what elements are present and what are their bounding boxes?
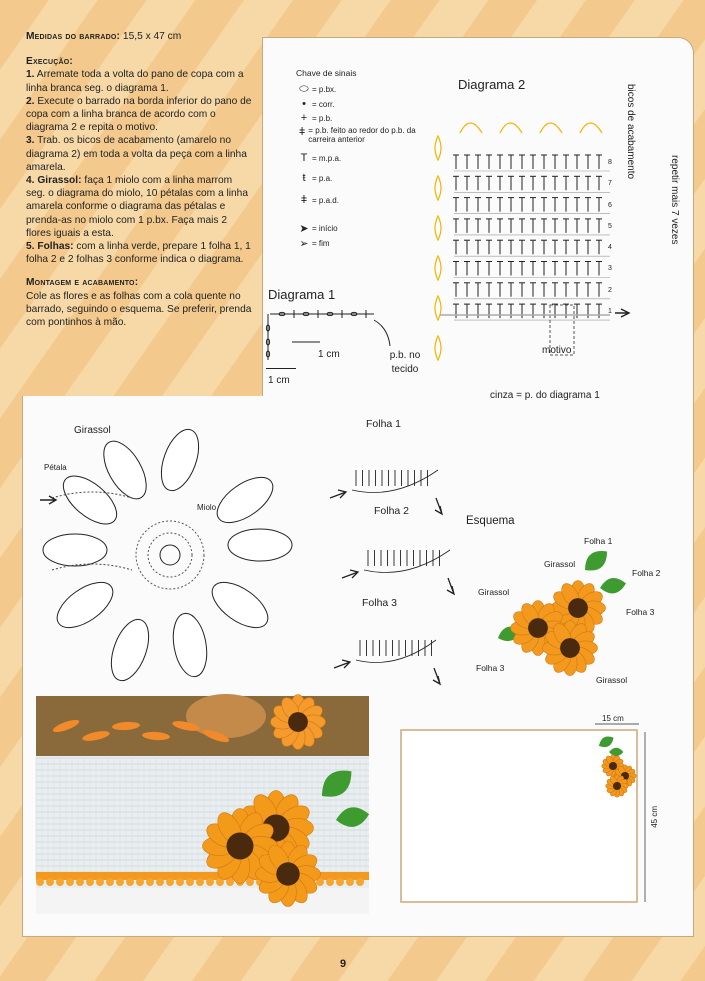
esquema-girassol-a: Girassol [544, 559, 576, 569]
layout-height-label: 45 cm [650, 806, 659, 828]
picot [96, 878, 104, 886]
end-arrow [435, 498, 442, 514]
picot [226, 878, 234, 886]
folha1-title: Folha 1 [366, 418, 402, 430]
picot [356, 878, 364, 886]
picot [176, 878, 184, 886]
miolo-ring [136, 521, 204, 589]
key-item-corr: • = corr. [296, 98, 334, 110]
esquema-folha3-b: Folha 3 [476, 663, 505, 673]
start-arrow [342, 570, 358, 578]
layout-width-label: 15 cm [602, 714, 624, 723]
diagram2-chart [420, 105, 620, 405]
picot [126, 878, 134, 886]
esquema-folha2: Folha 2 [632, 568, 661, 578]
sunflower-center [568, 598, 588, 618]
petal-outline [169, 611, 212, 680]
picot [206, 878, 214, 886]
folha2-title: Folha 2 [374, 505, 410, 517]
key-item-pbx: ⬭ = p.bx. [296, 83, 336, 96]
diagram2-title: Diagrama 2 [458, 77, 526, 92]
leaf-shape [599, 576, 628, 596]
chain-oval-icon: ⬭ [299, 83, 309, 95]
petal-outline [50, 574, 121, 637]
picot [146, 878, 154, 886]
picot [346, 878, 354, 886]
photo-bottom [36, 888, 369, 914]
layout-diagram [395, 722, 665, 907]
step-5: 5. Folhas: com a linha verde, prepare 1 folha 1, 1 folha 2 e 2 folhas 3 conforme indica o diagrama. [26, 241, 251, 266]
diagram1-dim-line [266, 368, 296, 369]
step-1: 1. Arremate toda a volta do pano de copa com a linha branca seg. o diagrama 1. [26, 69, 244, 94]
girassol-diagram [30, 430, 310, 690]
esquema-folha1: Folha 1 [584, 536, 613, 546]
esquema-illustration [490, 550, 670, 680]
diagram2-side-label-1: bicos de acabamento [625, 84, 636, 180]
picot [86, 878, 94, 886]
diagram1-dim-vertical: 1 cm [268, 375, 290, 386]
montagem-text: Cole as flores e as folhas com a cola quente no barrado, seguindo o esquema. Se preferir, prenda com pontinhos à mão. [26, 290, 252, 329]
key-item-pad: ǂ = p.a.d. [296, 194, 339, 206]
yellow-picot [435, 256, 441, 280]
picot [326, 878, 334, 886]
towel-photo [36, 696, 369, 914]
start-arrow [334, 660, 350, 668]
girassol-diagram-title: Girassol [74, 425, 111, 436]
diagram2-row-numbers: 8 7 6 5 4 3 2 1 [608, 159, 612, 316]
petal-outline [104, 614, 156, 685]
yellow-picot-top [580, 123, 602, 133]
step-3: 3. Trab. os bicos de acabamento (amarelo no diagrama 2) em toda a volta da peça com a linha amarela. [26, 135, 247, 173]
sunflower-center [528, 618, 548, 638]
miolo-center [160, 545, 180, 565]
sunflower-center [227, 833, 254, 860]
picot [246, 878, 254, 886]
sunflower-center [609, 762, 617, 770]
montagem-title: Montagem e acabamento: [26, 277, 139, 289]
miolo-ring [148, 533, 192, 577]
yellow-picot [435, 216, 441, 240]
picot [186, 878, 194, 886]
petal-outline [154, 424, 206, 495]
sunflower-center [613, 782, 621, 790]
step-4: 4. Girassol: faça 1 miolo com a linha marrom seg. o diagrama do miolo, 10 pétalas com a linha amarela conforme o diagrama das pétalas e prenda-as no miolo com 1 p.bx. Faça mais 2 flores iguais a esta. [26, 175, 248, 239]
picot [56, 878, 64, 886]
yellow-picot [435, 296, 441, 320]
key-item-inicio: ➤ = início [296, 222, 338, 235]
dot-icon: • [302, 98, 306, 110]
petal-outline [205, 574, 276, 637]
diagram2-side-label-2: repetir mais 7 vezes [669, 155, 680, 245]
diagram1-title: Diagrama 1 [268, 287, 336, 302]
yellow-picot [435, 176, 441, 200]
execucao-title: Execução: [26, 56, 73, 68]
instructions-column [26, 30, 252, 329]
key-item-mpa: T = m.p.a. [296, 152, 341, 164]
measurements-label: Medidas do barrado: [26, 31, 121, 42]
picot [336, 878, 344, 886]
key-item-pa: ŧ = p.a. [296, 172, 332, 184]
petal-outline [210, 469, 281, 532]
yellow-picot-top [540, 123, 562, 133]
sunflower-center [560, 638, 580, 658]
sunflower-center [288, 712, 308, 732]
end-arrow [447, 578, 454, 594]
measurements-line [26, 30, 252, 43]
start-arrow [330, 490, 346, 498]
sunflower-center [276, 862, 299, 885]
picot [196, 878, 204, 886]
petala-label: Pétala [44, 463, 67, 472]
page-number: 9 [340, 958, 347, 970]
leaf-diagrams [320, 430, 460, 680]
diagram1-dim-horizontal: 1 cm [318, 349, 340, 360]
yellow-picot-top [460, 123, 482, 133]
tr-icon: ǂ [300, 194, 308, 206]
dc-icon: ŧ [302, 172, 306, 184]
end-arrow-icon: ➢ [299, 238, 309, 250]
diagram2-gray-note: cinza = p. do diagrama 1 [490, 390, 600, 401]
leaf-base [356, 640, 436, 663]
picot [36, 878, 44, 886]
esquema-girassol-b: Girassol [478, 587, 510, 597]
half-dc-icon: T [300, 152, 308, 164]
measurements-value: 15,5 x 47 cm [122, 31, 182, 42]
painting-pot [186, 694, 266, 738]
towel-outline [401, 730, 637, 902]
picot [156, 878, 164, 886]
leaf-shape [580, 545, 613, 576]
folha3-title: Folha 3 [362, 597, 398, 609]
key-item-pb: + = p.b. [296, 112, 332, 124]
esquema-title: Esquema [466, 515, 515, 527]
yellow-picot [435, 136, 441, 160]
esquema-folha3-a: Folha 3 [626, 607, 655, 617]
key-item-pb-around: ǂ = p.b. feito ao redor do p.b. da carreira anterior [296, 126, 436, 144]
petal-outline [228, 529, 292, 561]
picot [66, 878, 74, 886]
picot [136, 878, 144, 886]
diagram2-motivo-label: motivo [542, 345, 572, 356]
key-item-fim: ➢ = fim [296, 237, 330, 250]
yellow-picot [435, 336, 441, 360]
plus-icon: + [300, 112, 308, 124]
picot [106, 878, 114, 886]
esquema-girassol-c: Girassol [596, 675, 628, 685]
picot [166, 878, 174, 886]
picot [116, 878, 124, 886]
diagram1-note: p.b. no tecido [389, 350, 421, 375]
picot [46, 878, 54, 886]
start-arrow-icon: ➤ [299, 223, 309, 235]
plus-around-icon: ǂ [298, 126, 306, 138]
petal-outline [43, 534, 107, 566]
key-title: Chave de sinais [296, 68, 357, 78]
picot [76, 878, 84, 886]
yellow-picot-top [500, 123, 522, 133]
miolo-label: Miolo [197, 503, 217, 512]
step-2: 2. Execute o barrado na borda inferior do pano de copa com a linha branca de acordo com o diagrama 2 e repita o motivo. [26, 95, 252, 134]
